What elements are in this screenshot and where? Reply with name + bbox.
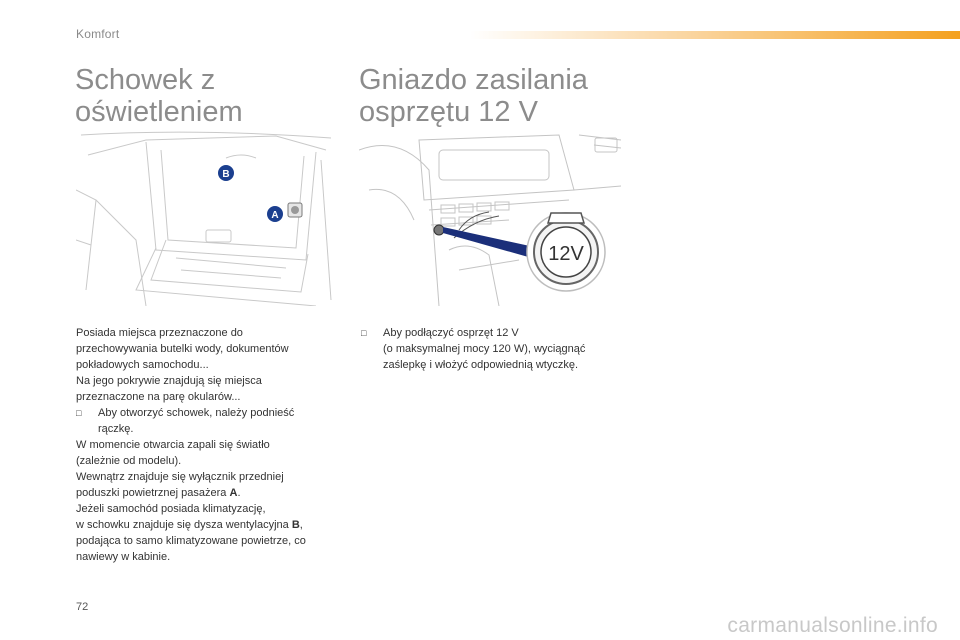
power-socket-title-line1: Gniazdo zasilania: [359, 64, 588, 96]
power-socket-description: [361, 325, 631, 373]
power-socket-bullet-text: Aby podłączyć osprzęt 12 V (o maksymalnej mocy 120 W), wyciągnąć zaślepkę i włożyć odpowiednią wtyczkę.: [383, 327, 586, 371]
power-socket-bullet: [361, 325, 631, 373]
glovebox-paragraph-2: Na jego pokrywie znajdują się miejsca przeznaczone na parę okularów...: [76, 375, 262, 403]
glovebox-bullet-text: Aby otworzyć schowek, należy podnieść rączkę.: [98, 407, 295, 435]
glovebox-bullet: [76, 405, 341, 437]
glovebox-title-line2: oświetleniem: [75, 96, 243, 128]
label-b: B: [222, 169, 230, 180]
vent-text-end: , podająca to samo klimatyzowane powietrze, co nawiewy w kabinie.: [76, 519, 306, 563]
power-socket-title-line2: osprzętu 12 V: [359, 96, 538, 128]
label-a: A: [271, 210, 279, 221]
header-accent-bar: [470, 31, 960, 39]
header-section-label: Komfort: [76, 27, 120, 41]
page-number: 72: [76, 601, 89, 613]
bullet-square-icon: □: [76, 408, 82, 418]
glovebox-title: [75, 64, 335, 128]
power-socket-title: [359, 64, 619, 128]
glovebox-paragraph-3: W momencie otwarcia zapali się światło (zależnie od modelu).: [76, 439, 270, 467]
socket-label: 12V: [548, 243, 584, 265]
vent-text: Jeżeli samochód posiada klimatyzację, w schowku znajduje się dysza wentylacyjna: [76, 503, 289, 531]
glovebox-illustration: [76, 130, 337, 306]
glovebox-title-line1: Schowek z: [75, 64, 216, 96]
airbag-switch-end: .: [237, 487, 241, 499]
glovebox-description: [76, 325, 341, 565]
glovebox-paragraph-1: Posiada miejsca przeznaczone do przechowywania butelki wody, dokumentów pokładowych samochodu...: [76, 327, 289, 371]
bullet-square-icon: □: [361, 328, 367, 338]
glovebox-paragraph-5: [76, 501, 341, 565]
watermark: carmanualsonline.info: [727, 614, 938, 637]
airbag-switch-text: Wewnątrz znajduje się wyłącznik przedniej poduszki powietrznej pasażera: [76, 471, 284, 499]
glovebox-paragraph-4: [76, 469, 341, 501]
vent-ref: B: [291, 519, 300, 531]
power-socket-illustration: [359, 130, 621, 306]
airbag-switch-ref: A: [229, 487, 238, 499]
